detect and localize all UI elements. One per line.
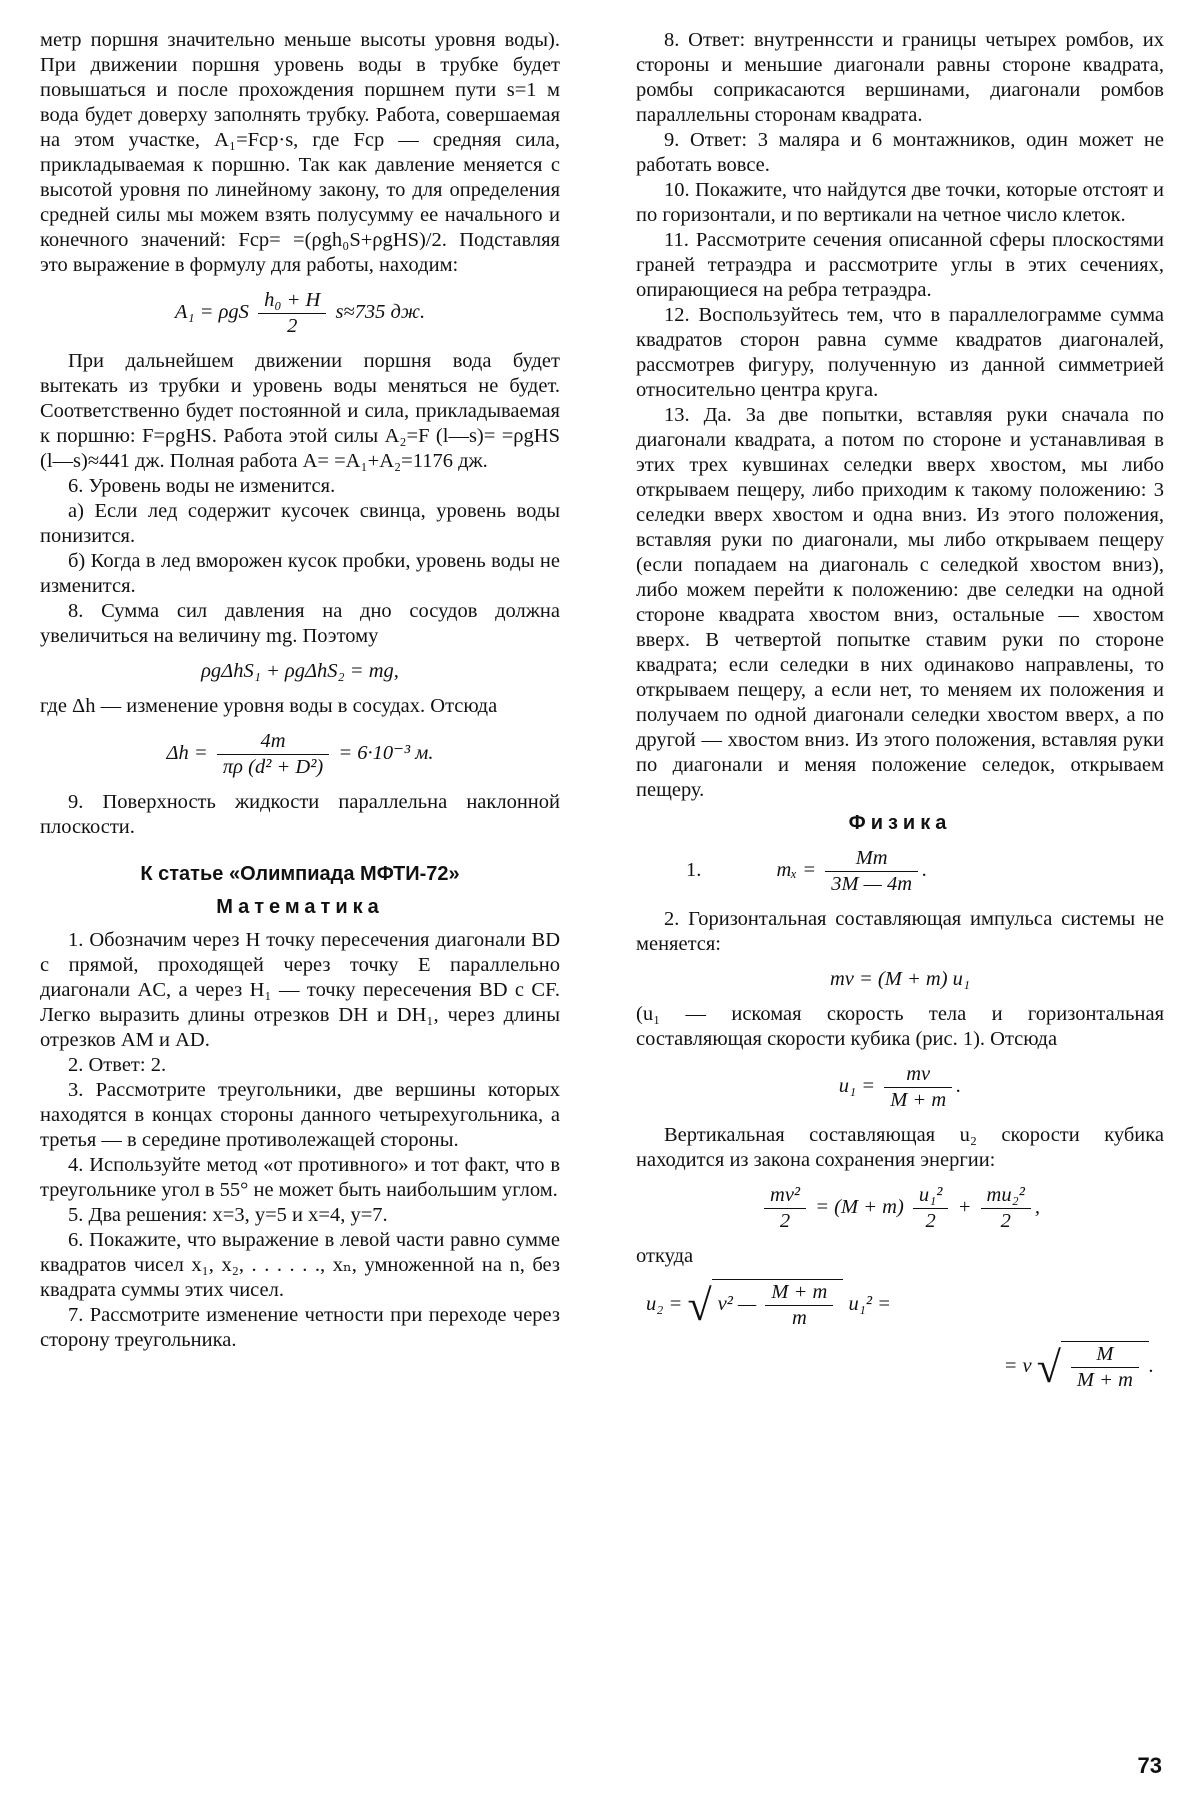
paragraph: 3. Рассмотрите треугольники, две вершины которых находятся в концах стороны данного четырехугольника, а третья — в середине противолежащей стороны. — [40, 1079, 560, 1151]
paragraph: 12. Воспользуйтесь тем, что в параллелограмме сумма квадратов сторон равна сумме квадратов диагоналей, рассмотрев фигуру, полученную из данной симметрией относительно центра круга. — [636, 304, 1164, 401]
paragraph: 7. Рассмотрите изменение четности при переходе через сторону треугольника. — [40, 1304, 560, 1351]
formula-delta-h: Δh = $\frac{4m}{\text{πρ (d² + D²)}}$ = 6·10⁻³ м. — [166, 730, 434, 778]
paragraph: откуда — [636, 1245, 694, 1267]
paragraph: 8. Сумма сил давления на дно сосудов должна увеличиться на величину mg. Поэтому — [40, 600, 560, 647]
paragraph: При дальнейшем движении поршня вода будет вытекать из трубки и уровень воды меняться не будет. Соответственно будет постоянной и сила, прикладываемая к поршню: F=ρgHS. Работа этой силы A₂=F (l—s)= =ρgHS (l—s)≈441 дж. Полная работа A= =A₁+A₂=1176 дж. — [40, 350, 560, 472]
section-heading: К статье «Олимпиада МФТИ-72» — [140, 863, 460, 885]
formula-energy: $\frac{\text{mv²}}{2}$ = (M + m) $\frac{\text{u₁²}}{2}$ + $\frac{\text{mu₂²}}{2}$ , — [636, 1183, 1164, 1234]
paragraph: 2. Горизонтальная составляющая импульса системы не меняется: — [636, 908, 1164, 955]
paragraph: 11. Рассмотрите сечения описанной сферы плоскостями граней тетраэдра и рассмотрите углы в этих сечениях, опирающиеся на ребра тетраэдра. — [636, 229, 1164, 301]
paragraph: 8. Ответ: внутреннсcти и границы четырех ромбов, их стороны и меньшие диагонали равны стороне квадрата, ромбы соприкасаются вершинами, диагонали ромбов параллельны сторонам квадрата. — [636, 29, 1164, 126]
paragraph: 13. Да. За две попытки, вставляя руки сначала по диагонали квадрата, а потом по стороне и устанавливая в этих трех кувшинах селедки вверх хвостом, мы либо открываем пещеру, либо приходим к такому положению: 3 селедки вверх хвостом и одна вниз. Из этого положения, вставляя руки по диагонали, мы либо открываем пещеру (если попадаем на диагональ с селедкой хвостом вниз), либо можем перейти к положению: две селедки на одной стороне квадрата хвостом вниз, остальные — хвостом вверх. В четвертой попытке ставим руки по стороне квадрата; если селедки в них одинаково направлены, то открываем пещеру, а если нет, то меняем их положения и получаем по одной диагонали селедки хвостом вверх, а по другой — хвостом вниз. Из этого положения, вставляя руки по диагонали и меняя положение селедок, открываем пещеру. — [636, 404, 1164, 801]
formula-mx: 1. mₓ = $\frac{Mm}{3M — 4m}$ . — [686, 847, 928, 895]
paragraph: 1. Обозначим через H точку пересечения диагонали BD с прямой, проходящей через точку E параллельно диагонали AC, а через H₁ — точку пересечения BD с CF. Легко выразить длины отрезков DH и DH₁, через длины отрезков AM и AD. — [40, 929, 560, 1051]
formula-u2-result: = v √ $\frac{M}{M + m}$ . — [1003, 1343, 1154, 1392]
formula-pressure: ρgΔhS₁ + ρgΔhS₂ = mg, — [201, 660, 399, 682]
paragraph: 4. Используйте метод «от противного» и тот факт, что в треугольнике угол в 55° не может быть наибольшим углом. — [40, 1154, 560, 1201]
formula-momentum: mv = (M + m) u₁ — [829, 968, 971, 990]
paragraph: 6. Покажите, что выражение в левой части равно сумме квадратов чисел x₁, x₂, . . . . . ., xₙ, умноженной на n, без квадрата суммы этих чисел. — [40, 1229, 560, 1301]
paragraph: а) Если лед содержит кусочек свинца, уровень воды понизится. — [40, 500, 560, 547]
paragraph: (u₁ — искомая скорость тела и горизонтальная составляющая скорости кубика (рис. 1). Отсюда — [636, 1003, 1164, 1050]
paragraph: 9. Поверхность жидкости параллельна наклонной плоскости. — [40, 791, 560, 838]
formula-work-a1: A₁ = ρgS $\frac{\text{h₀ + H}}{2}$ s≈735 дж. — [174, 289, 426, 337]
paragraph: 2. Ответ: 2. — [68, 1054, 167, 1076]
formula-u2: u₂ = √ v² — $\frac{M + m}{m}$ u₁² = — [646, 1281, 891, 1330]
paragraph: 6. Уровень воды не изменится. — [68, 475, 336, 497]
formula-u1: u₁ = $\frac{mv}{M + m}$ . — [838, 1063, 962, 1111]
page-number: 73 — [1137, 1753, 1162, 1778]
paragraph: б) Когда в лед вморожен кусок пробки, уровень воды не изменится. — [40, 550, 560, 597]
paragraph: где Δh — изменение уровня воды в сосудах. Отсюда — [40, 695, 498, 717]
paragraph: Вертикальная составляющая u₂ скорости кубика находится из закона сохранения энергии: — [636, 1124, 1164, 1171]
subsection-heading: Математика — [216, 896, 384, 918]
subsection-heading: Физика — [848, 812, 952, 834]
right-column — [636, 28, 1164, 1403]
paragraph: метр поршня значительно меньше высоты уровня воды). При движении поршня уровень воды в трубке будет повышаться и после прохождения поршнем пути s=1 м вода будет доверху заполнять трубку. Работа, совершаемая на этом участке, A₁=Fср·s, где Fср — средняя сила, прикладываемая к поршню. Так как давление меняется с высотой уровня по линейному закону, то для определения средней силы мы можем взять полусумму ее начального и конечного значений: Fср= =(ρgh₀S+ρgHS)/2. Подставляя это выражение в формулу для работы, находим: — [40, 29, 560, 276]
left-column — [40, 28, 560, 1353]
paragraph: 9. Ответ: 3 маляра и 6 монтажников, один может не работать вовсе. — [636, 129, 1164, 176]
paragraph: 10. Покажите, что найдутся две точки, которые отстоят и по горизонтали, и по вертикали на четное число клеток. — [636, 179, 1164, 226]
paragraph: 5. Два решения: x=3, y=5 и x=4, y=7. — [68, 1204, 388, 1226]
